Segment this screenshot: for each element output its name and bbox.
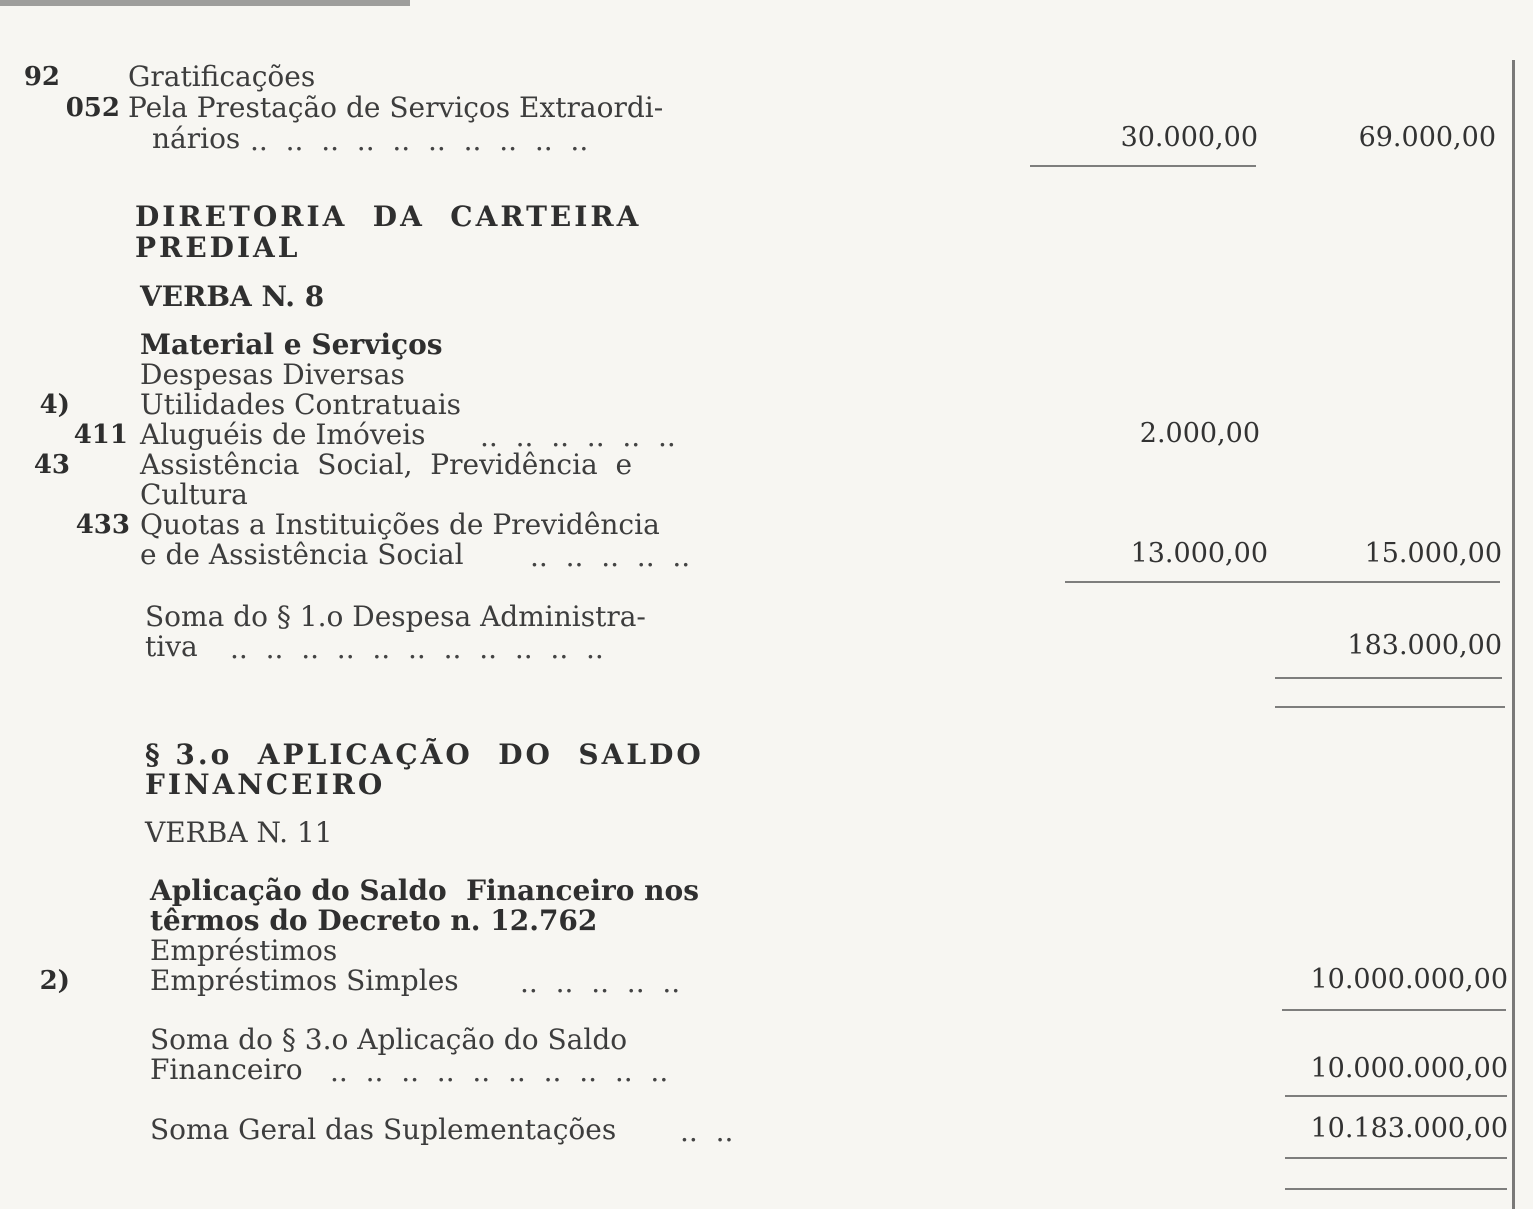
leader-dots: .. .. .. .. .. xyxy=(520,966,681,999)
label-assistencia-2: Cultura xyxy=(140,478,248,511)
label-material-servicos: Material e Serviços xyxy=(140,328,443,361)
rule-total xyxy=(1275,677,1502,679)
amount-quotas-1: 13.000,00 xyxy=(1130,538,1268,569)
amount-extraordinarios-1: 30.000,00 xyxy=(1120,122,1258,153)
amount-quotas-2: 15.000,00 xyxy=(1364,538,1502,569)
verba-8: VERBA N. 8 xyxy=(140,280,325,313)
leader-dots: .. .. .. .. .. xyxy=(530,540,691,573)
amount-soma-geral: 10.183.000,00 xyxy=(1310,1113,1508,1144)
label-emprestimos: Empréstimos xyxy=(150,934,338,967)
rule-total xyxy=(1285,1188,1507,1190)
rule-subtotal xyxy=(1282,1009,1506,1011)
rule-total xyxy=(1285,1157,1507,1159)
label-aplicacao-2: têrmos do Decreto n. 12.762 xyxy=(150,904,598,937)
label-quotas-1: Quotas a Instituições de Previdência xyxy=(140,508,660,541)
rule-total xyxy=(1285,1095,1507,1097)
code-2: 2) xyxy=(39,966,70,996)
leader-dots: .. .. .. .. .. .. .. .. .. .. xyxy=(250,124,589,157)
leader-dots: .. .. .. .. .. .. .. .. .. .. xyxy=(330,1055,669,1088)
rule-subtotal xyxy=(1065,581,1500,583)
amount-soma1: 183.000,00 xyxy=(1347,630,1502,661)
heading-diretoria-1: DIRETORIA DA CARTEIRA xyxy=(135,200,642,233)
amount-extraordinarios-2: 69.000,00 xyxy=(1358,122,1496,153)
label-soma-geral: Soma Geral das Suplementações xyxy=(150,1113,617,1146)
rule-subtotal xyxy=(1030,165,1256,167)
label-soma1-1: Soma do § 1.o Despesa Administra- xyxy=(145,600,646,633)
code-43: 43 xyxy=(33,450,70,480)
label-extraordinarios-1: Pela Prestação de Serviços Extraordi- xyxy=(128,91,664,124)
heading-sec3-1: § 3.o APLICAÇÃO DO SALDO xyxy=(145,738,704,771)
label-utilidades: Utilidades Contratuais xyxy=(140,388,462,421)
label-soma3-2: Financeiro xyxy=(150,1053,303,1086)
top-edge-mark xyxy=(0,0,410,6)
right-margin-rule xyxy=(1512,60,1515,1209)
label-alugueis: Aluguéis de Imóveis xyxy=(140,418,426,451)
label-extraordinarios-2: nários xyxy=(152,122,241,155)
label-quotas-2: e de Assistência Social xyxy=(140,538,464,571)
leader-dots: .. .. xyxy=(680,1115,734,1148)
amount-soma3: 10.000.000,00 xyxy=(1310,1053,1508,1084)
code-411: 411 xyxy=(73,420,128,450)
label-soma1-2: tiva xyxy=(145,630,198,663)
code-052: 052 xyxy=(65,93,120,123)
label-soma3-1: Soma do § 3.o Aplicação do Saldo xyxy=(150,1023,628,1056)
leader-dots: .. .. .. .. .. .. .. .. .. .. .. xyxy=(230,632,604,665)
code-433: 433 xyxy=(75,510,130,540)
label-aplicacao-1: Aplicação do Saldo Financeiro nos xyxy=(150,874,699,907)
amount-emprestimos-simples: 10.000.000,00 xyxy=(1310,964,1508,995)
heading-sec3-2: FINANCEIRO xyxy=(145,768,386,801)
rule-total xyxy=(1275,706,1505,708)
label-gratificacoes: Gratificações xyxy=(128,60,316,93)
verba-11: VERBA N. 11 xyxy=(145,816,333,849)
heading-diretoria-2: PREDIAL xyxy=(135,231,301,264)
label-assistencia-1: Assistência Social, Previdência e xyxy=(140,448,633,481)
code-92: 92 xyxy=(23,62,60,92)
label-despesas-diversas: Despesas Diversas xyxy=(140,358,405,391)
label-emprestimos-simples: Empréstimos Simples xyxy=(150,964,459,997)
code-4: 4) xyxy=(39,390,70,420)
leader-dots: .. .. .. .. .. .. xyxy=(480,420,676,453)
amount-alugueis: 2.000,00 xyxy=(1139,418,1260,449)
